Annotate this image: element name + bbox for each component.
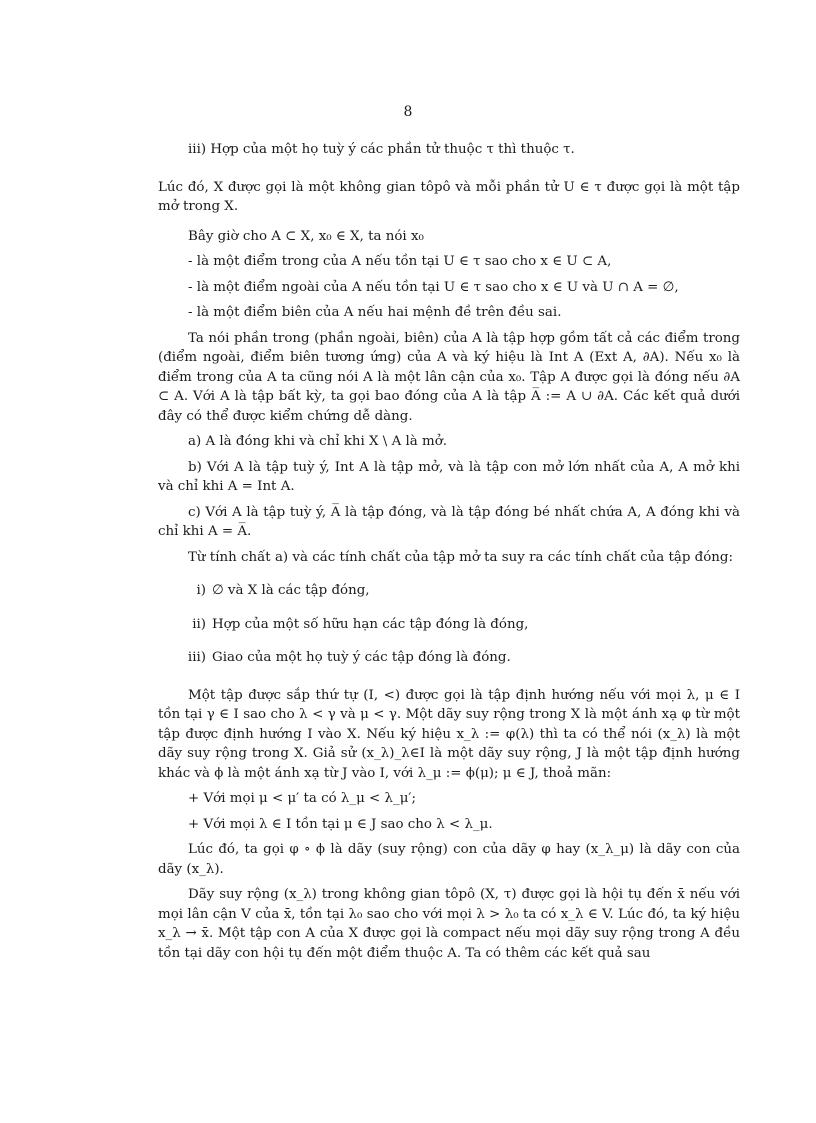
subsequence-definition: Lúc đó, ta gọi φ ∘ ϕ là dãy (suy rộng) con của dãy φ hay (x_λ_μ) là dãy con của dãy (x_λ). [158,842,740,877]
property-c: c) Với A là tập tuỳ ý, A̅ là tập đóng, và là tập đóng bé nhất chứa A, A đóng khi và chỉ khi A = A̅. [158,504,740,539]
list-label: iii) [187,650,206,665]
page-body [158,140,740,963]
closed-set-property-iii [158,648,740,668]
closed-set-properties-intro: Từ tính chất a) và các tính chất của tập mở ta suy ra các tính chất của tập đóng: [188,549,734,565]
subsequence-condition-1: + Với mọi μ < μ′ ta có λ_μ < λ_μ′; [188,791,416,806]
boundary-point-definition: - là một điểm biên của A nếu hai mệnh đề trên đều sai. [188,305,562,320]
open-set-axiom-iii: iii) Hợp của một họ tuỳ ý các phần tử thuộc τ thì thuộc τ. [188,142,575,157]
list-text: Hợp của một số hữu hạn các tập đóng là đóng, [212,616,529,632]
exterior-point-definition: - là một điểm ngoài của A nếu tồn tại U ∈ τ sao cho x ∈ U và U ∩ A = ∅, [188,279,679,295]
list-text: Giao của một họ tuỳ ý các tập đóng là đóng. [212,650,511,665]
page-number: 8 [403,104,413,120]
subsequence-condition-2: + Với mọi λ ∈ I tồn tại μ ∈ J sao cho λ < λ_μ. [188,816,493,832]
generalized-sequence-paragraph: Một tập được sắp thứ tự (I, <) được gọi là tập định hướng nếu với mọi λ, μ ∈ I tồn tại γ ∈ I sao cho λ < γ và μ < γ. Một dãy suy rộng trong X là một ánh xạ φ từ một tập được định hướng I vào X. Nếu ký hiệu x_λ := φ(λ) thì ta có thể nói (x_λ) là một dãy suy rộng trong X. Giả sử (x_λ)_λ∈I là một dãy suy rộng, J là một tập định hướng khác và ϕ là một ánh xạ từ J vào I, với λ_μ := ϕ(μ); μ ∈ J, thoả mãn: [158,687,740,781]
list-text: ∅ và X là các tập đóng, [212,583,370,598]
interior-point-definition: - là một điểm trong của A nếu tồn tại U ∈ τ sao cho x ∈ U ⊂ A, [188,254,612,269]
closure-definition-paragraph: Ta nói phần trong (phần ngoài, biên) của A là tập hợp gồm tất cả các điểm trong (điểm ngoài, điểm biên tương ứng) của A và ký hiệu là Int A (Ext A, ∂A). Nếu x₀ là điểm trong của A ta cũng nói A là một lân cận của x₀. Tập A được gọi là đóng nếu ∂A ⊂ A. Với A là tập bất kỳ, ta gọi bao đóng của A là tập A̅ := A ∪ ∂A. Các kết quả dưới đây có thể được kiểm chứng dễ dàng. [158,330,740,424]
point-classification-intro: Bây giờ cho A ⊂ X, x₀ ∈ X, ta nói x₀ [188,228,424,244]
property-b: b) Với A là tập tuỳ ý, Int A là tập mở, và là tập con mở lớn nhất của A, A mở khi và chỉ khi A = Int A. [158,459,740,494]
topological-space-definition: Lúc đó, X được gọi là một không gian tôpô và mỗi phần tử U ∈ τ được gọi là một tập mở trong X. [158,179,740,214]
closed-set-property-i [158,581,740,601]
list-label: ii) [192,616,206,632]
convergence-compactness-paragraph: Dãy suy rộng (x_λ) trong không gian tôpô (X, τ) được gọi là hội tụ đến x̄ nếu với mọi lân cận V của x̄, tồn tại λ₀ sao cho với mọi λ > λ₀ ta có x_λ ∈ V. Lúc đó, ta ký hiệu x_λ → x̄. Một tập con A của X được gọi là compact nếu mọi dãy suy rộng trong A đều tồn tại dãy con hội tụ đến một điểm thuộc A. Ta có thêm các kết quả sau [158,887,740,961]
closed-set-property-ii [158,615,740,635]
list-label: i) [196,583,206,598]
property-a: a) A là đóng khi và chỉ khi X \ A là mở. [188,434,448,449]
